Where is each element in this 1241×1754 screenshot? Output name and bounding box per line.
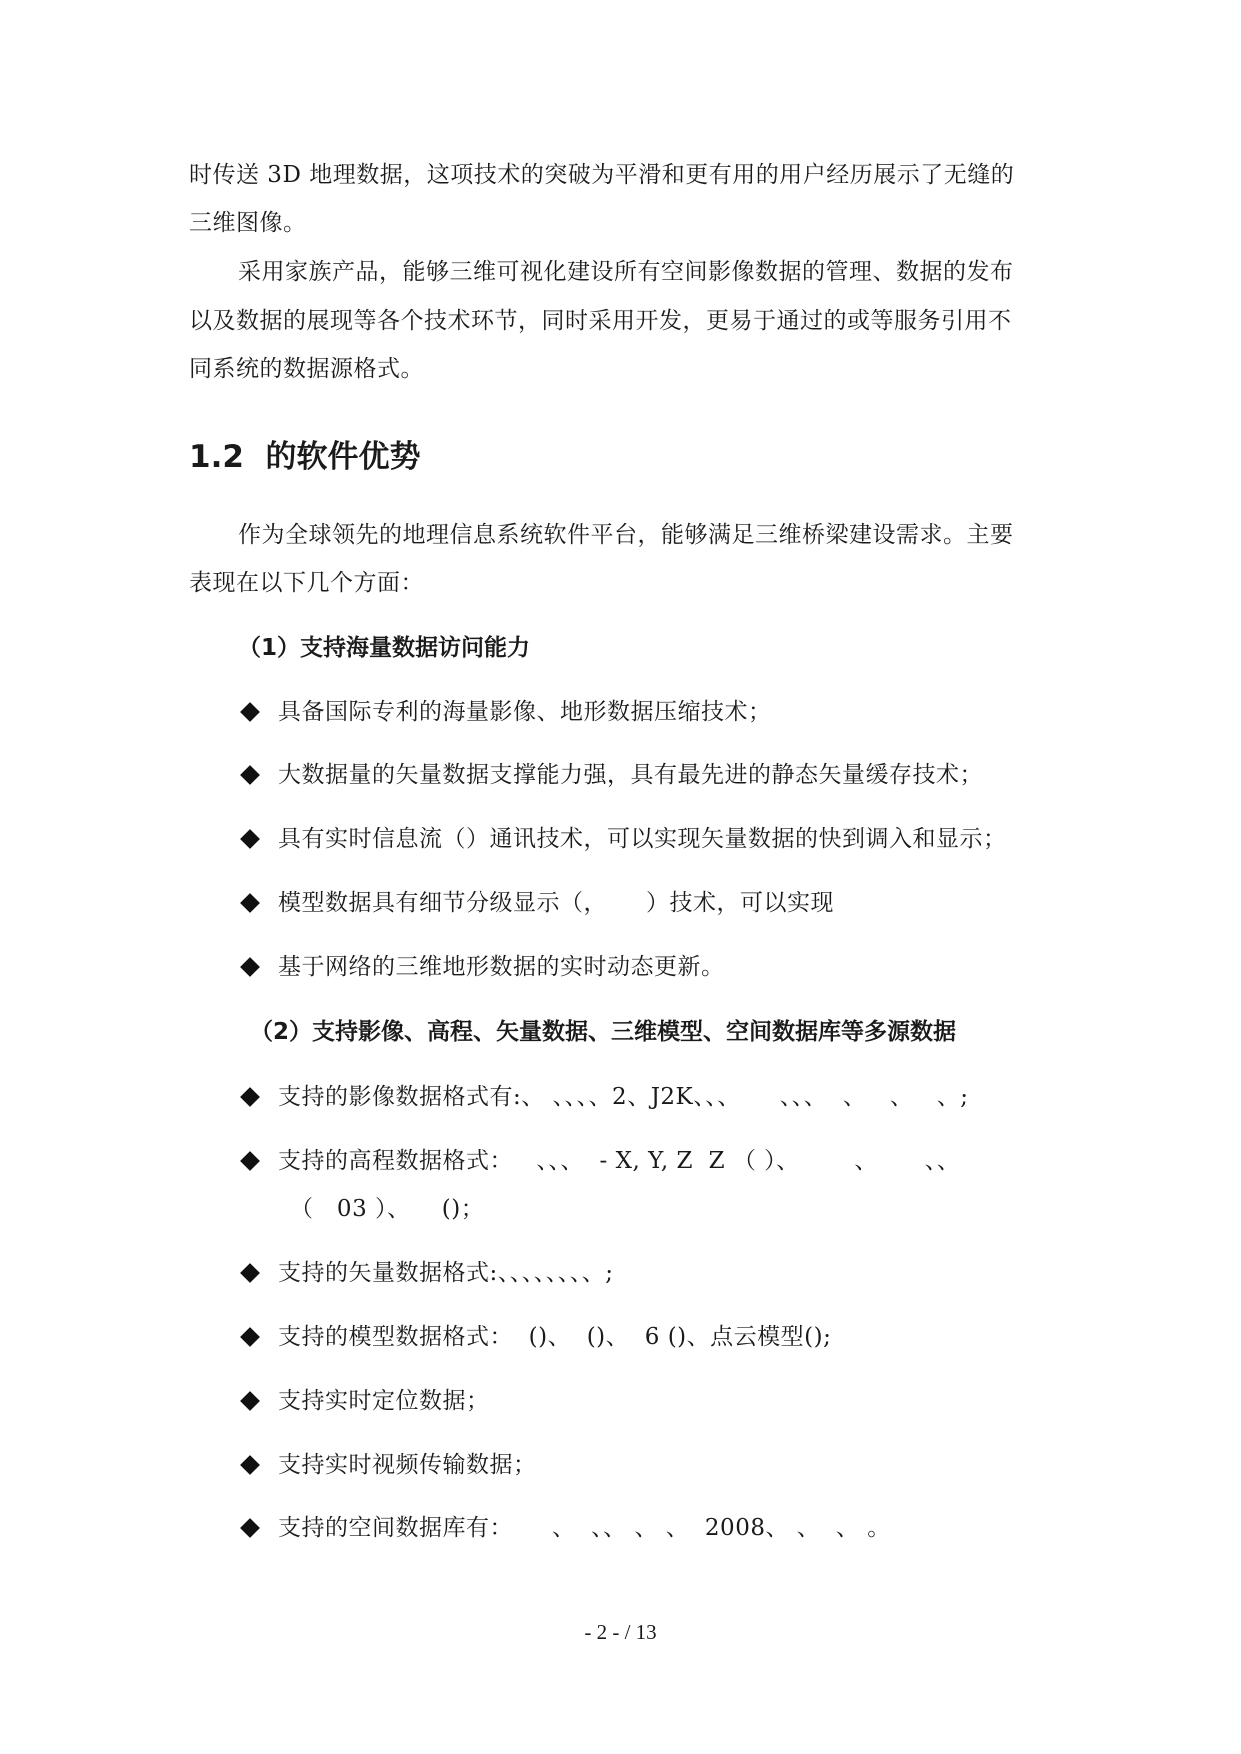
group2-item-7: 支持的空间数据库有： 、 、、 、 、 2008、 、 、 。 bbox=[278, 1515, 891, 1541]
intro-line-1: 时传送 3D 地理数据，这项技术的突破为平滑和更有用的用户经历展示了无缝的 bbox=[189, 162, 1015, 188]
page-number: - 2 - / 13 bbox=[584, 1620, 657, 1644]
group2-item-1: 支持的影像数据格式有:、 、、、、2、J2K、、、 、、、 、 、 、; bbox=[278, 1084, 969, 1110]
bullet-diamond-icon bbox=[240, 1151, 260, 1171]
bullet-diamond-icon bbox=[240, 1327, 260, 1347]
group1-item-5: 基于网络的三维地形数据的实时动态更新。 bbox=[278, 954, 725, 980]
intro-line-3: 采用家族产品，能够三维可视化建设所有空间影像数据的管理、数据的发布 bbox=[238, 259, 1014, 285]
bullet-diamond-icon bbox=[240, 1263, 260, 1283]
bullet-diamond-icon bbox=[240, 957, 260, 977]
group2-item-3: 支持的矢量数据格式:、、、、、、、、; bbox=[278, 1260, 614, 1286]
section-paragraph-line-2: 表现在以下几个方面： bbox=[189, 570, 424, 596]
group2-title: （2）支持影像、高程、矢量数据、三维模型、空间数据库等多源数据 bbox=[250, 1019, 957, 1045]
intro-line-2: 三维图像。 bbox=[189, 210, 307, 236]
group2-item-2: 支持的高程数据格式： 、、、 - X, Y, Z Z （ ）、 、 、、 bbox=[278, 1148, 961, 1174]
group2-item-2-continuation: （ 03 ）、 ()； bbox=[290, 1196, 485, 1222]
group2-item-6: 支持实时视频传输数据； bbox=[278, 1452, 537, 1478]
section-paragraph-line-1: 作为全球领先的地理信息系统软件平台，能够满足三维桥梁建设需求。主要 bbox=[238, 522, 1014, 548]
bullet-diamond-icon bbox=[240, 829, 260, 849]
group2-item-5: 支持实时定位数据； bbox=[278, 1388, 490, 1414]
group1-title: （1）支持海量数据访问能力 bbox=[238, 635, 531, 661]
intro-line-4: 以及数据的展现等各个技术环节，同时采用开发，更易于通过的或等服务引用不 bbox=[189, 308, 1012, 334]
group1-item-3: 具有实时信息流（）通讯技术，可以实现矢量数据的快到调入和显示； bbox=[278, 826, 1007, 852]
bullet-diamond-icon bbox=[240, 1518, 260, 1538]
bullet-diamond-icon bbox=[240, 1455, 260, 1475]
group1-item-1: 具备国际专利的海量影像、地形数据压缩技术； bbox=[278, 699, 772, 725]
section-heading: 1.2 的软件优势 bbox=[189, 439, 421, 475]
intro-line-5: 同系统的数据源格式。 bbox=[189, 356, 424, 382]
bullet-diamond-icon bbox=[240, 702, 260, 722]
bullet-diamond-icon bbox=[240, 765, 260, 785]
group2-item-4: 支持的模型数据格式： ()、 ()、 6 ()、点云模型(); bbox=[278, 1324, 832, 1350]
bullet-diamond-icon bbox=[240, 893, 260, 913]
group1-item-4: 模型数据具有细节分级显示（， ）技术，可以实现 bbox=[278, 890, 835, 916]
group1-item-2: 大数据量的矢量数据支撑能力强，具有最先进的静态矢量缓存技术； bbox=[278, 762, 983, 788]
bullet-diamond-icon bbox=[240, 1391, 260, 1411]
bullet-diamond-icon bbox=[240, 1087, 260, 1107]
